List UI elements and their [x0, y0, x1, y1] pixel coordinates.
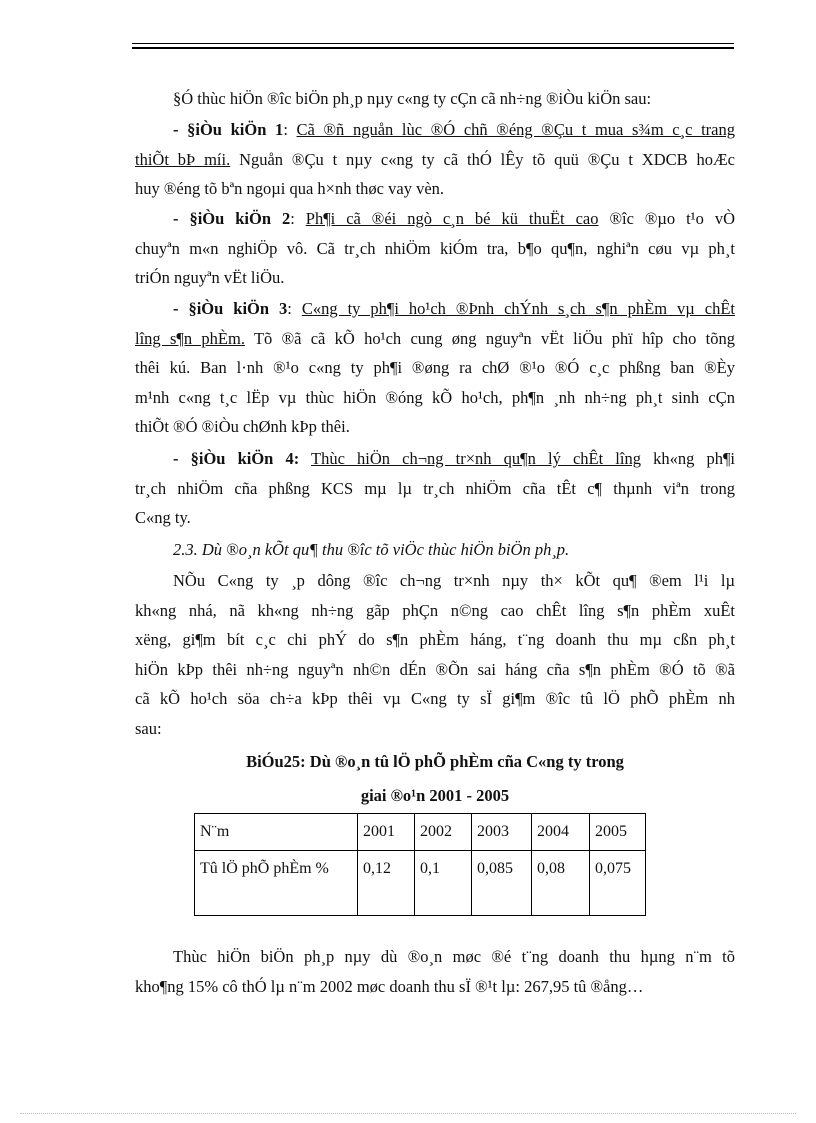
section-heading-text: 2.3. Dù ®o¸n kÕt qu¶ thu ®îc tõ viÖc thùc hiÖn biÖn ph¸p. [173, 540, 570, 559]
results-paragraph [135, 566, 735, 744]
results-line-4: hiÖn kÞp thêi nh÷ng nguyªn nh©n dÉn ®Õn sai háng cña s¶n phÈm ®Ó tõ ®ã [135, 659, 735, 679]
condition-3-text-2: Tõ ®ã cã kÕ ho¹ch cung øng nguyªn vËt liÖu phï hîp cho tõng [244, 328, 735, 348]
condition-4-line-1 [135, 444, 735, 474]
condition-2-line-1 [135, 204, 735, 234]
condition-1-line-3: huy ®éng tõ bªn ngoµi qua h×nh thøc vay vèn. [135, 179, 445, 199]
condition-2-line-2: chuyªn m«n nghiÖp vô. Cã tr¸ch nhiÖm kiÓm tra, b¶o qu¶n, nghiªn cøu vµ ph¸t [135, 238, 735, 258]
condition-4-line-2: tr¸ch nhiÖm cña phßng KCS mµ lµ tr¸ch nhiÖm cña tÊt c¶ thµnh viªn trong [135, 478, 735, 498]
table-header-label: N¨m [195, 814, 358, 851]
table-year-cell: 2002 [415, 814, 472, 851]
table-value-cell: 0,085 [472, 851, 532, 916]
condition-2-underlined-1: Ph¶i cã ®éi ngò c¸n bé kü thuËt cao [305, 209, 599, 228]
condition-1-colon: : [283, 120, 297, 139]
condition-2-colon: : [290, 209, 306, 228]
condition-3-line-3: thêi kú. Ban l·nh ®¹o c«ng ty ph¶i ®øng ra chØ ®¹o ®Ó c¸c phßng ban ®Èy [135, 358, 735, 378]
condition-3-underlined-2: lîng s¶n phÈm. [135, 328, 245, 348]
condition-3-colon: : [287, 299, 302, 318]
results-line-2: kh«ng nhá, nã kh«ng nh÷ng gãp phÇn n©ng cao chÊt lîng s¶n phÈm xuÊt [135, 600, 735, 620]
table-value-cell: 0,12 [358, 851, 415, 916]
table-caption-line-2: giai ®o¹n 2001 - 2005 [360, 786, 510, 805]
results-line-6: sau: [135, 718, 162, 738]
condition-2-text-1: ®îc ®µo t¹o vÒ [598, 209, 735, 228]
table-data-row [195, 851, 646, 916]
results-line-5: cã kÕ ho¹ch söa ch÷a kÞp thêi vµ C«ng ty sÏ gi¶m ®îc tû lÖ phÕ phÈm nh [135, 689, 735, 709]
results-line-1: NÕu C«ng ty ¸p dông ®îc ch¬ng tr×nh nµy th× kÕt qu¶ ®em l¹i lµ [173, 571, 735, 590]
table-year-cell: 2003 [472, 814, 532, 851]
condition-1-underlined-1: Cã ®ñ nguån lùc ®Ó chñ ®éng ®Çu t mua s¾m c¸c trang [296, 120, 735, 139]
results-line-3: xëng, gi¶m bít c¸c chi phÝ do s¶n phÈm háng, t¨ng doanh thu mµ cßn ph¸t [135, 630, 735, 650]
condition-4-line-3: C«ng ty. [135, 508, 191, 528]
condition-2-label: - §iÒu kiÖn 2 [173, 209, 291, 228]
intro-paragraph [135, 84, 735, 114]
condition-1-label: - §iÒu kiÖn 1 [173, 120, 284, 139]
defect-rate-table [194, 813, 646, 916]
condition-3-label: - §iÒu kiÖn 3 [173, 299, 288, 318]
header-rule-thin [132, 43, 734, 44]
condition-3-line-1 [135, 294, 735, 324]
section-heading [135, 535, 735, 565]
table-value-cell: 0,08 [532, 851, 590, 916]
condition-3-line-2 [135, 324, 735, 354]
condition-2-line-3: triÓn nguyªn vËt liÖu. [135, 268, 285, 288]
table-value-cell: 0,1 [415, 851, 472, 916]
condition-1-line-1 [135, 115, 735, 145]
condition-4-text-1: kh«ng ph¶i [640, 449, 735, 468]
table-caption-line-1: BiÓu25: Dù ®o¸n tû lÖ phÕ phÈm cña C«ng ty trong [246, 752, 624, 771]
condition-1 [135, 115, 735, 204]
forecast-paragraph [135, 942, 735, 1001]
forecast-line-1: Thùc hiÖn biÖn ph¸p nµy dù ®o¸n møc ®é t¨ng doanh thu hµng n¨m tõ [173, 947, 735, 966]
table-year-cell: 2005 [590, 814, 646, 851]
table-row-label: Tû lÖ phÕ phÈm % [195, 851, 358, 916]
condition-1-line-2 [135, 145, 735, 175]
condition-2 [135, 204, 735, 293]
condition-3 [135, 294, 735, 442]
header-rule-thick [132, 47, 734, 49]
condition-3-underlined-1: C«ng ty ph¶i ho¹ch ®Þnh chÝnh s¸ch s¶n phÈm vµ chÊt [301, 299, 735, 318]
condition-1-text-2: Nguån ®Çu t nµy c«ng ty cã thÓ lÊy tõ quü ®Çu t XDCB hoÆc [230, 149, 735, 169]
condition-4-label: - §iÒu kiÖn 4: [173, 449, 300, 468]
condition-4-space [299, 449, 311, 468]
table-year-cell: 2001 [358, 814, 415, 851]
forecast-line-2: kho¶ng 15% cô thÓ lµ n¨m 2002 møc doanh thu sÏ ®¹t lµ: 267,95 tû ®ång… [135, 976, 644, 996]
intro-line: §Ó thùc hiÖn ®îc biÖn ph¸p nµy c«ng ty cÇn cã nh÷ng ®iÒu kiÖn sau: [173, 89, 652, 108]
table-value-cell: 0,075 [590, 851, 646, 916]
condition-4 [135, 444, 735, 533]
condition-4-underlined-1: Thùc hiÖn ch¬ng tr×nh qu¶n lý chÊt lîng [311, 449, 641, 468]
table-year-cell: 2004 [532, 814, 590, 851]
page-bottom-border [20, 1113, 796, 1114]
condition-1-underlined-2: thiÕt bÞ míi. [135, 149, 231, 169]
condition-3-line-5: thiÕt ®Ó ®iÒu chØnh kÞp thêi. [135, 417, 350, 437]
table-header-row [195, 814, 646, 851]
condition-3-line-4: m¹nh c«ng t¸c lËp vµ thùc hiÖn ®óng kÕ ho¹ch, ph¶n ¸nh nh÷ng ph¸t sinh cÇn [135, 387, 735, 407]
